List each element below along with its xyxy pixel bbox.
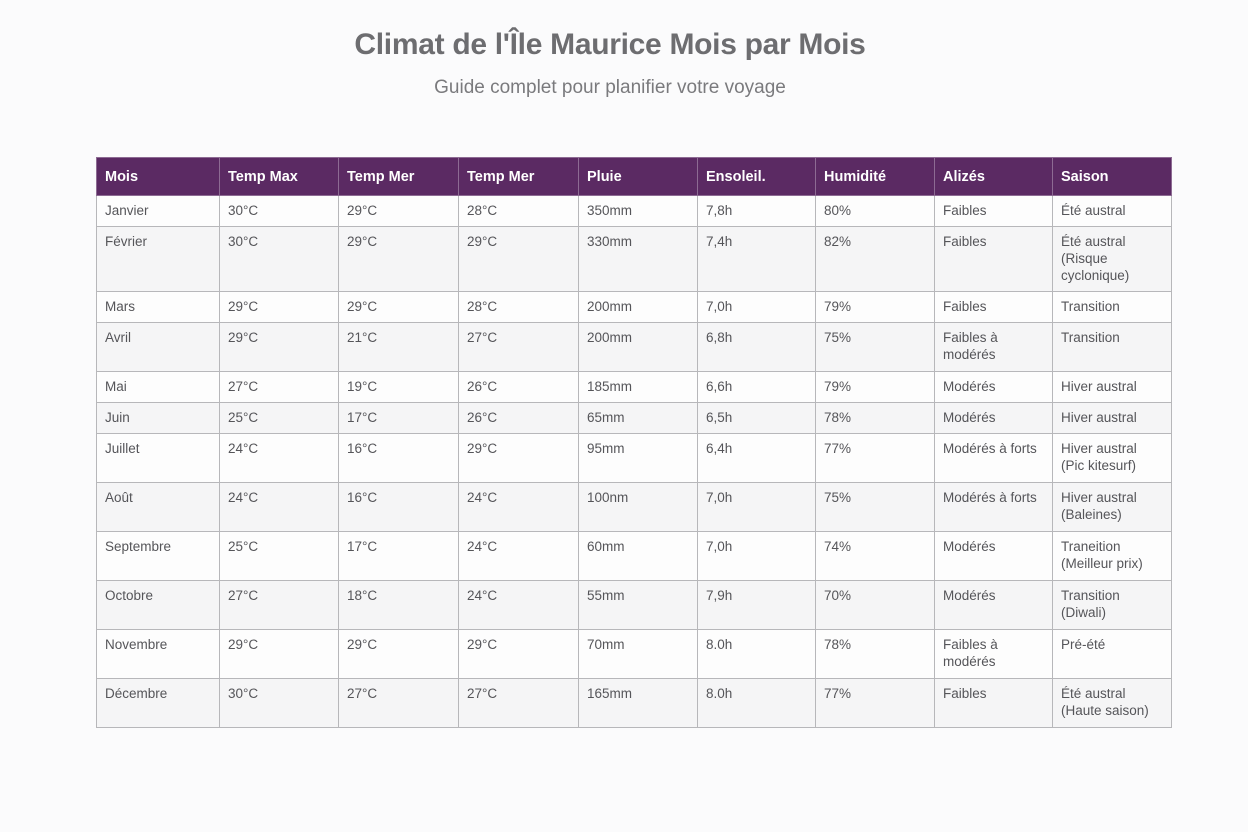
table-cell: 6,4h bbox=[698, 434, 816, 483]
table-cell: 7,8h bbox=[698, 196, 816, 227]
table-cell: 28°C bbox=[459, 196, 579, 227]
table-cell: 29°C bbox=[339, 292, 459, 323]
table-cell: 7,0h bbox=[698, 532, 816, 581]
table-row bbox=[97, 403, 1172, 434]
table-cell: 19°C bbox=[339, 372, 459, 403]
table-cell: 24°C bbox=[459, 532, 579, 581]
table-cell: 70% bbox=[816, 581, 935, 630]
table-cell: 29°C bbox=[459, 227, 579, 292]
table-cell: Traneition (Meilleur prix) bbox=[1053, 532, 1172, 581]
table-cell: 7,4h bbox=[698, 227, 816, 292]
table-cell: Novembre bbox=[97, 630, 220, 679]
table-cell: Faibles bbox=[935, 292, 1053, 323]
table-cell: Faibles bbox=[935, 227, 1053, 292]
table-cell: 60mm bbox=[579, 532, 698, 581]
header-cell: Mois bbox=[97, 158, 220, 196]
table-cell: 27°C bbox=[220, 372, 339, 403]
table-cell: Été austral (Risque cyclonique) bbox=[1053, 227, 1172, 292]
table-cell: 30°C bbox=[220, 679, 339, 728]
table-row bbox=[97, 483, 1172, 532]
table-cell: Pré-été bbox=[1053, 630, 1172, 679]
table-cell: 29°C bbox=[459, 434, 579, 483]
table-cell: 350mm bbox=[579, 196, 698, 227]
table-cell: Modérés bbox=[935, 581, 1053, 630]
table-cell: 200mm bbox=[579, 323, 698, 372]
table-cell: Été austral (Haute saison) bbox=[1053, 679, 1172, 728]
table-cell: Mai bbox=[97, 372, 220, 403]
table-cell: 78% bbox=[816, 630, 935, 679]
table-cell: 16°C bbox=[339, 434, 459, 483]
table-row bbox=[97, 227, 1172, 292]
table-cell: 30°C bbox=[220, 196, 339, 227]
table-row bbox=[97, 292, 1172, 323]
table-cell: Modérés à forts bbox=[935, 434, 1053, 483]
table-cell: Juin bbox=[97, 403, 220, 434]
table-cell: 78% bbox=[816, 403, 935, 434]
climate-table bbox=[96, 157, 1172, 728]
table-cell: 29°C bbox=[220, 292, 339, 323]
table-cell: 26°C bbox=[459, 372, 579, 403]
table-cell: 330mm bbox=[579, 227, 698, 292]
table-row bbox=[97, 581, 1172, 630]
page-title: Climat de l'Île Maurice Mois par Mois bbox=[354, 28, 866, 61]
table-cell: 24°C bbox=[220, 483, 339, 532]
table-cell: Hiver austral bbox=[1053, 403, 1172, 434]
table-cell: Avril bbox=[97, 323, 220, 372]
table-cell: 25°C bbox=[220, 403, 339, 434]
header-cell: Pluie bbox=[579, 158, 698, 196]
table-cell: Juillet bbox=[97, 434, 220, 483]
header-cell: Humidité bbox=[816, 158, 935, 196]
table-cell: 6,8h bbox=[698, 323, 816, 372]
table-row bbox=[97, 434, 1172, 483]
table-cell: 21°C bbox=[339, 323, 459, 372]
table-cell: Février bbox=[97, 227, 220, 292]
table-cell: 65mm bbox=[579, 403, 698, 434]
table-header-row bbox=[97, 158, 1172, 196]
table-cell: Modérés à forts bbox=[935, 483, 1053, 532]
table-cell: 70mm bbox=[579, 630, 698, 679]
table-cell: 29°C bbox=[220, 323, 339, 372]
table-cell: Faibles bbox=[935, 196, 1053, 227]
table-cell: 77% bbox=[816, 434, 935, 483]
header-cell: Temp Mer bbox=[339, 158, 459, 196]
table-row bbox=[97, 196, 1172, 227]
table-cell: Modérés bbox=[935, 403, 1053, 434]
table-cell: Janvier bbox=[97, 196, 220, 227]
table-cell: 75% bbox=[816, 483, 935, 532]
table-cell: 165mm bbox=[579, 679, 698, 728]
table-cell: Mars bbox=[97, 292, 220, 323]
table-cell: Transition bbox=[1053, 292, 1172, 323]
header-cell: Temp Max bbox=[220, 158, 339, 196]
table-row bbox=[97, 630, 1172, 679]
table-cell: Octobre bbox=[97, 581, 220, 630]
table-cell: Transition (Diwali) bbox=[1053, 581, 1172, 630]
table-cell: 77% bbox=[816, 679, 935, 728]
table-cell: 6,5h bbox=[698, 403, 816, 434]
table-cell: 7,0h bbox=[698, 292, 816, 323]
table-cell: 100nm bbox=[579, 483, 698, 532]
table-row bbox=[97, 532, 1172, 581]
table-cell: 74% bbox=[816, 532, 935, 581]
table-cell: 28°C bbox=[459, 292, 579, 323]
table-cell: 29°C bbox=[339, 630, 459, 679]
table-cell: 185mm bbox=[579, 372, 698, 403]
table-cell: 200mm bbox=[579, 292, 698, 323]
table-cell: 29°C bbox=[220, 630, 339, 679]
table-cell: 18°C bbox=[339, 581, 459, 630]
table-cell: 26°C bbox=[459, 403, 579, 434]
table-cell: Modérés bbox=[935, 372, 1053, 403]
table-cell: 7,0h bbox=[698, 483, 816, 532]
table-cell: 24°C bbox=[220, 434, 339, 483]
table-cell: Faibles à modérés bbox=[935, 323, 1053, 372]
table-cell: 7,9h bbox=[698, 581, 816, 630]
page-subtitle: Guide complet pour planifier votre voyage bbox=[434, 77, 786, 98]
table-cell: 27°C bbox=[459, 323, 579, 372]
table-cell: 82% bbox=[816, 227, 935, 292]
table-cell: Août bbox=[97, 483, 220, 532]
table-cell: Été austral bbox=[1053, 196, 1172, 227]
table-cell: Septembre bbox=[97, 532, 220, 581]
table-cell: 16°C bbox=[339, 483, 459, 532]
table-cell: 8.0h bbox=[698, 630, 816, 679]
table-cell: Faibles à modérés bbox=[935, 630, 1053, 679]
table-cell: 27°C bbox=[220, 581, 339, 630]
table-row bbox=[97, 323, 1172, 372]
table-cell: 80% bbox=[816, 196, 935, 227]
header-cell: Alizés bbox=[935, 158, 1053, 196]
table-cell: Décembre bbox=[97, 679, 220, 728]
table-row bbox=[97, 679, 1172, 728]
table-cell: 17°C bbox=[339, 532, 459, 581]
table-cell: Transition bbox=[1053, 323, 1172, 372]
table-cell: 95mm bbox=[579, 434, 698, 483]
table-cell: 8.0h bbox=[698, 679, 816, 728]
header-cell: Temp Mer bbox=[459, 158, 579, 196]
header-cell: Saison bbox=[1053, 158, 1172, 196]
table-cell: 30°C bbox=[220, 227, 339, 292]
table-cell: 55mm bbox=[579, 581, 698, 630]
table-cell: 17°C bbox=[339, 403, 459, 434]
header-cell: Ensoleil. bbox=[698, 158, 816, 196]
table-cell: 24°C bbox=[459, 581, 579, 630]
table-cell: 25°C bbox=[220, 532, 339, 581]
table-cell: Hiver austral bbox=[1053, 372, 1172, 403]
table-cell: 6,6h bbox=[698, 372, 816, 403]
table-cell: Hiver austral (Pic kitesurf) bbox=[1053, 434, 1172, 483]
table-cell: Faibles bbox=[935, 679, 1053, 728]
table-cell: 27°C bbox=[339, 679, 459, 728]
table-cell: Hiver austral (Baleines) bbox=[1053, 483, 1172, 532]
table-cell: Modérés bbox=[935, 532, 1053, 581]
table-row bbox=[97, 372, 1172, 403]
table-cell: 29°C bbox=[339, 196, 459, 227]
table-cell: 79% bbox=[816, 292, 935, 323]
table-cell: 24°C bbox=[459, 483, 579, 532]
table-cell: 75% bbox=[816, 323, 935, 372]
table-cell: 79% bbox=[816, 372, 935, 403]
table-cell: 27°C bbox=[459, 679, 579, 728]
table-cell: 29°C bbox=[459, 630, 579, 679]
table-cell: 29°C bbox=[339, 227, 459, 292]
